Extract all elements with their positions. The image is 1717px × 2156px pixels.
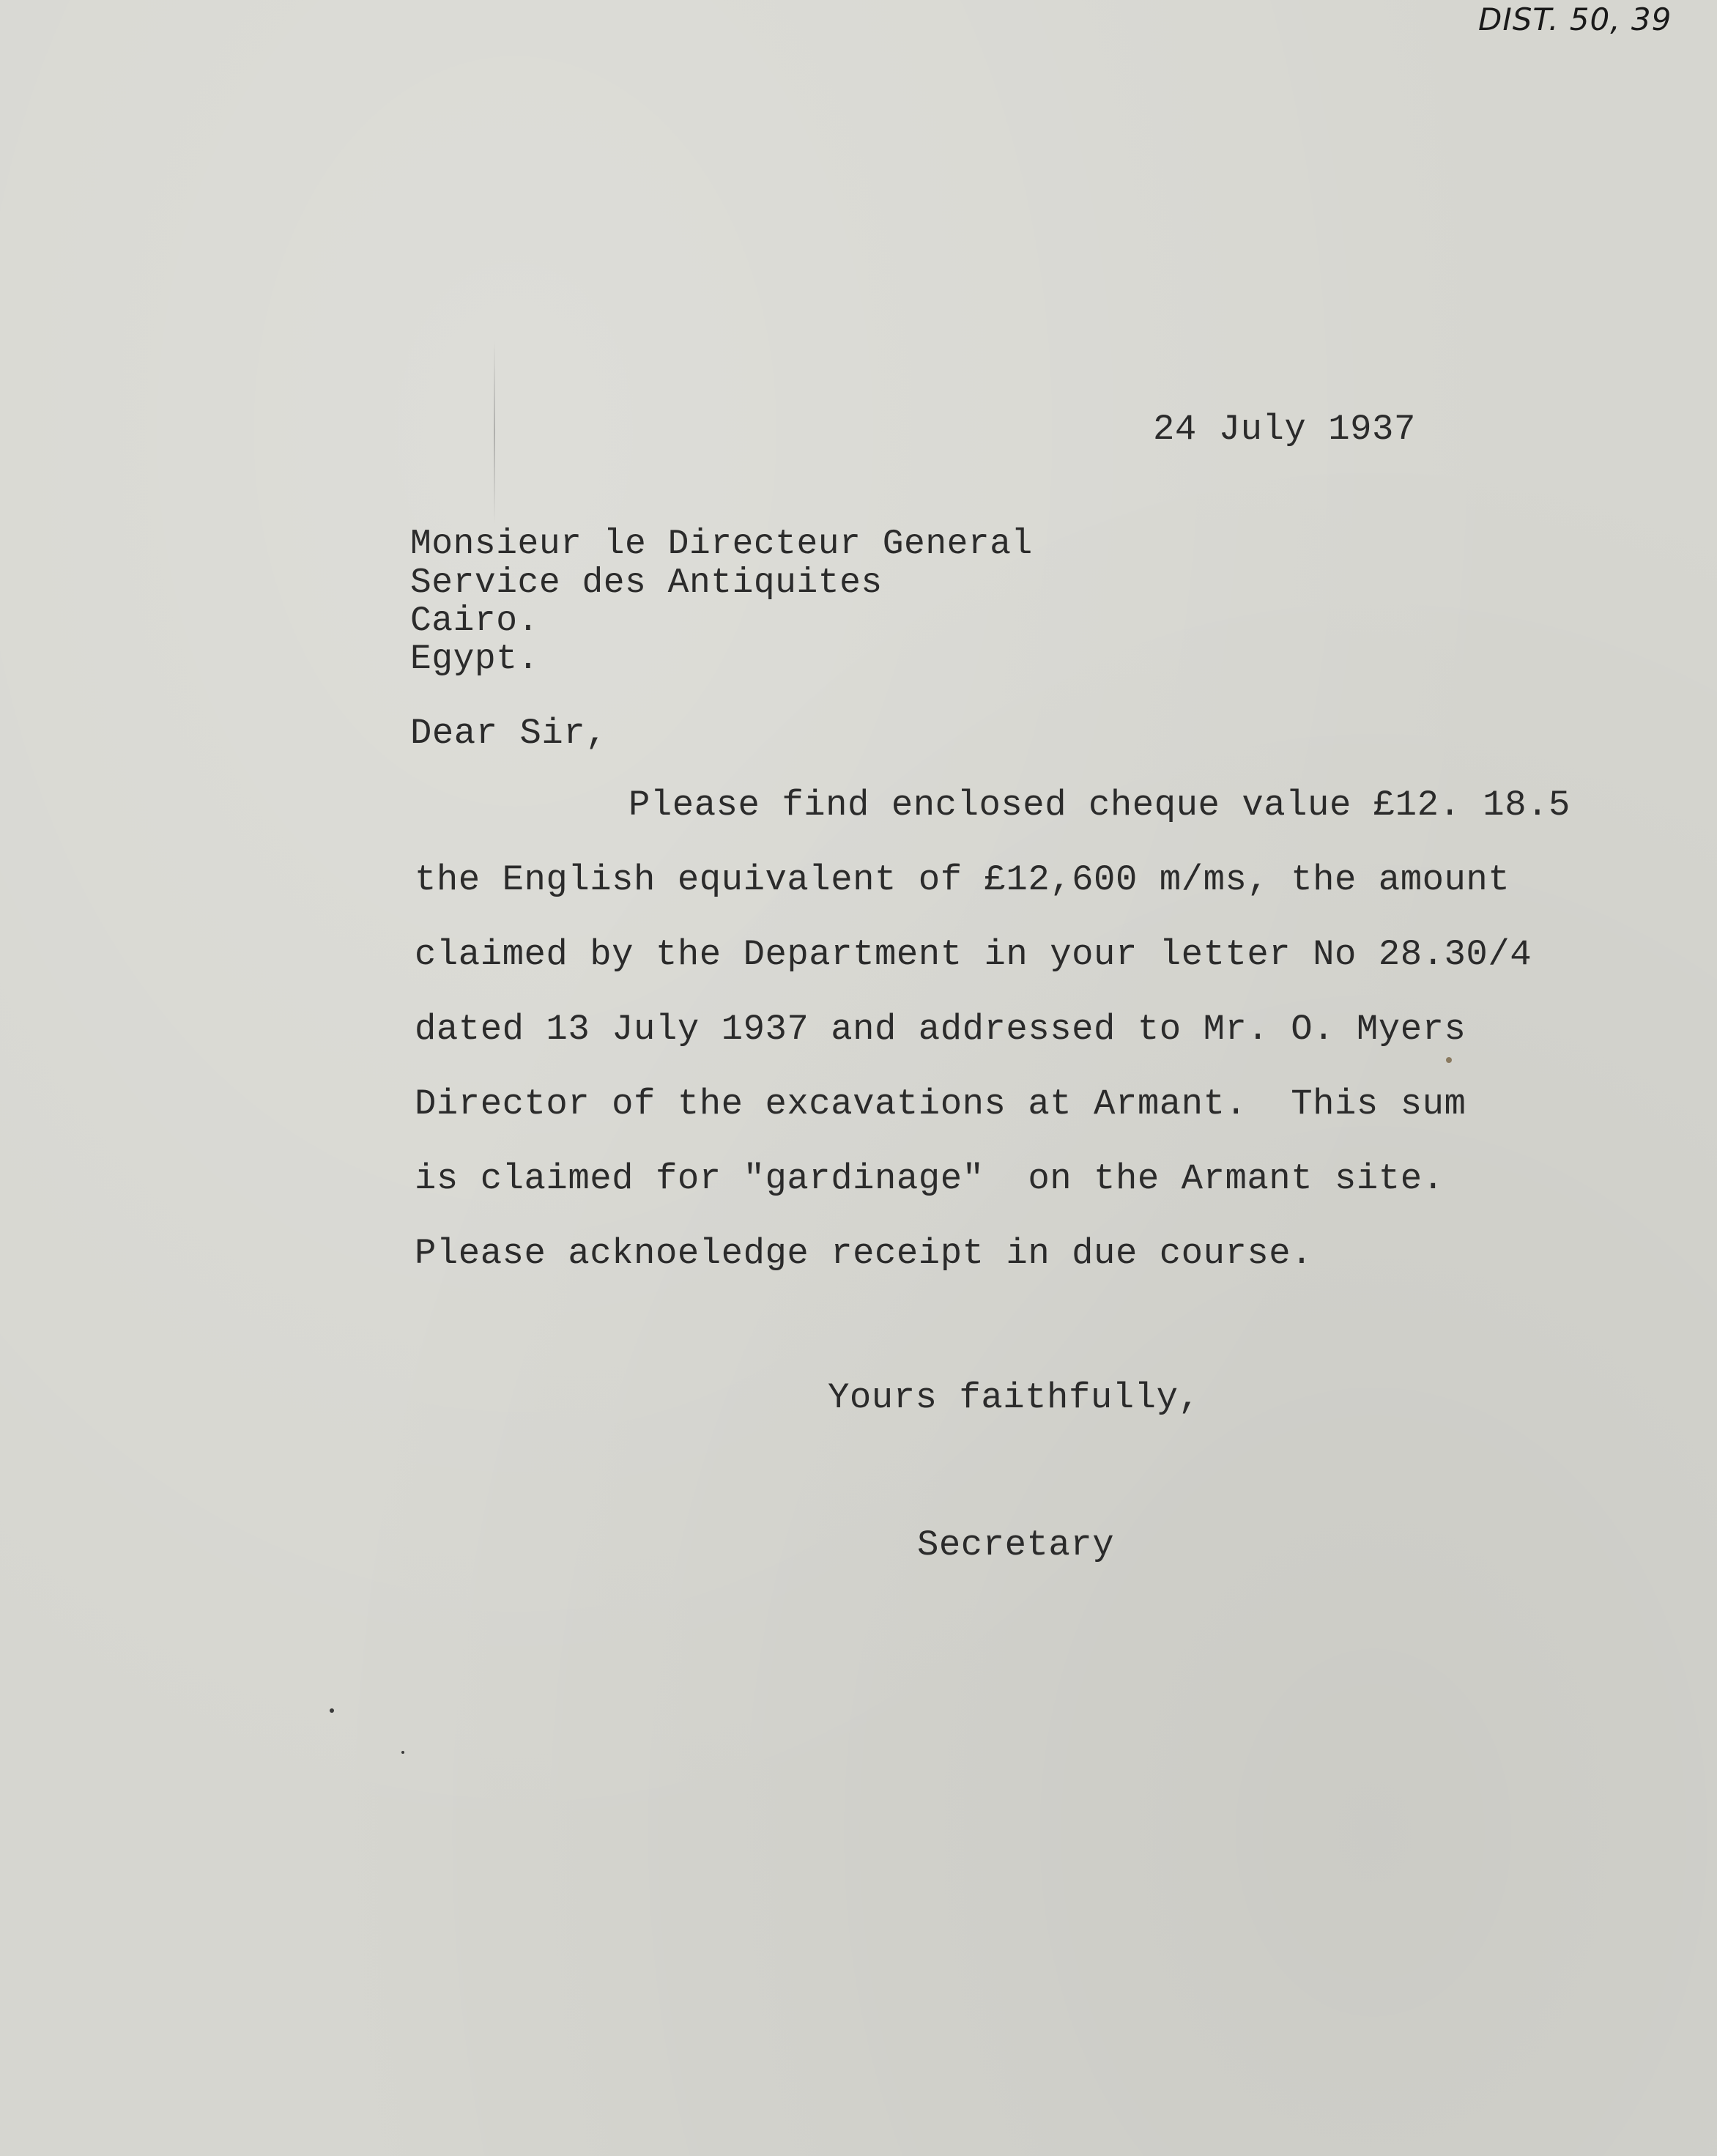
paper-speck (330, 1708, 334, 1713)
paper-crease (494, 341, 495, 524)
body-line: Director of the excavations at Armant. This sum (415, 1083, 1466, 1125)
recipient-line-2: Service des Antiquites (410, 563, 883, 603)
recipient-line-1: Monsieur le Directeur General (410, 525, 1033, 564)
body-line: is claimed for "gardinage" on the Armant site. (415, 1158, 1445, 1199)
recipient-line-3: Cairo. (410, 601, 539, 641)
body-line: claimed by the Department in your letter No 28.30/4 (415, 934, 1532, 975)
letter-date: 24 July 1937 (1153, 409, 1416, 450)
body-line: Please acknoeledge receipt in due course. (415, 1233, 1313, 1274)
paper-speck (1446, 1057, 1452, 1063)
recipient-line-4: Egypt. (410, 640, 539, 679)
salutation: Dear Sir, (410, 713, 608, 754)
signature-title: Secretary (917, 1525, 1115, 1566)
body-line: Please find enclosed cheque value £12. 18.5 (628, 785, 1570, 826)
paper-speck (401, 1751, 404, 1754)
body-line: dated 13 July 1937 and addressed to Mr. O. Myers (415, 1009, 1466, 1050)
archive-reference-note: DIST. 50, 39 (1478, 1, 1672, 37)
body-line: the English equivalent of £12,600 m/ms, the amount (415, 859, 1510, 900)
closing: Yours faithfully, (828, 1377, 1201, 1418)
